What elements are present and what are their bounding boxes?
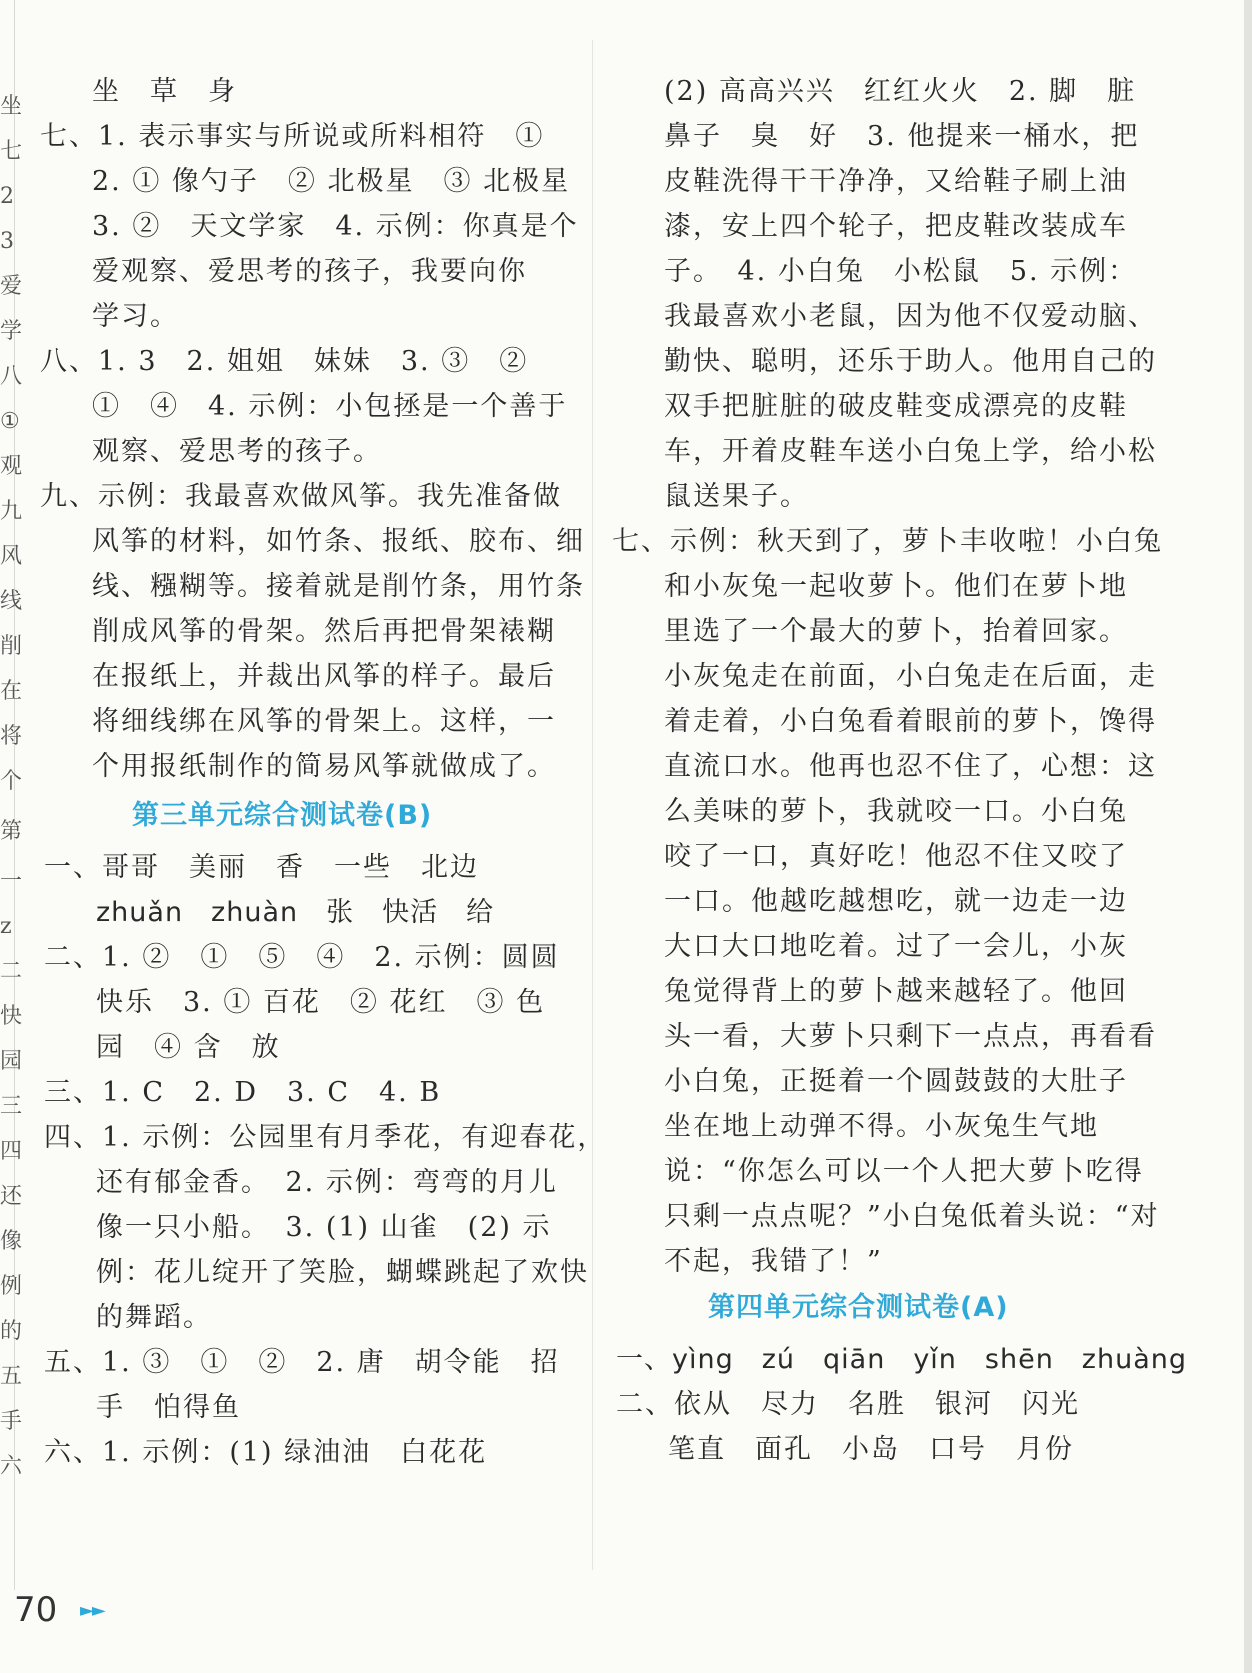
answer-line: 的舞蹈。 — [96, 1302, 212, 1333]
answer-line: 五、1. ③ ① ② 2. 唐 胡令能 招 — [44, 1347, 560, 1378]
margin-char: 园 — [0, 1049, 23, 1074]
answer-line: 削成风筝的骨架。然后再把骨架裱糊 — [92, 616, 556, 647]
answer-line: 八、1. 3 2. 姐姐 妹妹 3. ③ ② — [40, 346, 529, 377]
answer-line: 爱观察、爱思考的孩子，我要向你 — [92, 256, 527, 287]
answer-line: 大口大口地吃着。过了一会儿，小灰 — [664, 931, 1128, 962]
answer-line: 四、1. 示例：公园里有月季花，有迎春花， — [44, 1122, 607, 1153]
margin-char: 爱 — [0, 274, 23, 299]
answer-line: 头一看，大萝卜只剩下一点点，再看看 — [664, 1021, 1157, 1052]
margin-char: 个 — [0, 769, 23, 794]
answer-line: 和小灰兔一起收萝卜。他们在萝卜地 — [664, 571, 1128, 602]
answer-line: 坐 草 身 — [92, 76, 237, 107]
answer-line: 在报纸上，并裁出风筝的样子。最后 — [92, 661, 556, 692]
answer-line: 一口。他越吃越想吃，就一边走一边 — [664, 886, 1128, 917]
answer-line: 勤快、聪明，还乐于助人。他用自己的 — [664, 346, 1157, 377]
answer-line: 车，开着皮鞋车送小白兔上学，给小松 — [664, 436, 1157, 467]
answer-line: ① ④ 4. 示例：小包拯是一个善于 — [92, 391, 568, 422]
answer-line: 笔直 面孔 小岛 口号 月份 — [668, 1434, 1074, 1465]
answer-line: 坐在地上动弹不得。小灰兔生气地 — [664, 1111, 1099, 1142]
margin-char: 还 — [0, 1184, 23, 1209]
answer-line: 漆，安上四个轮子，把皮鞋改装成车 — [664, 211, 1128, 242]
margin-char: 快 — [0, 1004, 23, 1029]
margin-char: 三 — [0, 1094, 23, 1119]
margin-char: 3 — [0, 229, 14, 254]
answer-line: (2) 高高兴兴 红红火火 2. 脚 脏 — [664, 76, 1137, 107]
answer-line: 七、1. 表示事实与所说或所料相符 ① — [40, 121, 545, 152]
margin-char: 观 — [0, 454, 23, 479]
answer-line: 3. ② 天文学家 4. 示例：你真是个 — [92, 211, 579, 242]
answer-line: 皮鞋洗得干干净净，又给鞋子刷上油 — [664, 166, 1128, 197]
margin-char: 一 — [0, 869, 23, 894]
answer-line: 一、yìng zú qiān yǐn shēn zhuàng — [616, 1344, 1188, 1375]
answer-line: 里选了一个最大的萝卜，抬着回家。 — [664, 616, 1128, 647]
margin-char: 的 — [0, 1319, 23, 1344]
answer-line: 还有郁金香。 2. 示例：弯弯的月儿 — [96, 1167, 558, 1198]
section-title: 第四单元综合测试卷(A) — [708, 1292, 1009, 1323]
margin-char: 将 — [0, 724, 23, 749]
margin-char: 风 — [0, 544, 23, 569]
answer-line: 风筝的材料，如竹条、报纸、胶布、细 — [92, 526, 585, 557]
answer-line: 小灰兔走在前面，小白兔走在后面，走 — [664, 661, 1157, 692]
answer-line: zhuǎn zhuàn 张 快活 给 — [96, 897, 495, 928]
answer-line: 么美味的萝卜，我就咬一口。小白兔 — [664, 796, 1128, 827]
answer-line: 快乐 3. ① 百花 ② 花红 ③ 色 — [96, 987, 546, 1018]
answer-line: 二、依从 尽力 名胜 银河 闪光 — [616, 1389, 1080, 1420]
answer-line: 个用报纸制作的简易风筝就做成了。 — [92, 751, 556, 782]
next-arrows-icon: ►► — [80, 1600, 104, 1621]
answer-line: 我最喜欢小老鼠，因为他不仅爱动脑、 — [664, 301, 1157, 332]
answer-line: 兔觉得背上的萝卜越来越轻了。他回 — [664, 976, 1128, 1007]
page-number: 70 — [14, 1590, 58, 1630]
left-margin-strip — [0, 0, 23, 1590]
margin-char: 七 — [0, 139, 23, 164]
answer-line: 子。 4. 小白兔 小松鼠 5. 示例： — [664, 256, 1138, 287]
column-divider — [592, 40, 593, 1570]
margin-char: 第 — [0, 819, 23, 844]
answer-line: 双手把脏脏的破皮鞋变成漂亮的皮鞋 — [664, 391, 1128, 422]
answer-line: 只剩一点点呢？”小白兔低着头说：“对 — [664, 1201, 1160, 1232]
margin-char: 在 — [0, 679, 23, 704]
answer-line: 鼠送果子。 — [664, 481, 809, 512]
margin-char: ① — [0, 409, 20, 434]
answer-line: 着走着，小白兔看着眼前的萝卜，馋得 — [664, 706, 1157, 737]
answer-line: 不起，我错了！” — [664, 1246, 883, 1277]
answer-line: 说：“你怎么可以一个人把大萝卜吃得 — [664, 1156, 1144, 1187]
answer-line: 咬了一口，真好吃！他忍不住又咬了 — [664, 841, 1128, 872]
margin-char: 四 — [0, 1139, 23, 1164]
margin-char: 学 — [0, 319, 23, 344]
answer-line: 一、哥哥 美丽 香 一些 北边 — [44, 852, 479, 883]
margin-char: 八 — [0, 364, 23, 389]
margin-char: 五 — [0, 1364, 23, 1389]
answer-line: 例：花儿绽开了笑脸，蝴蝶跳起了欢快 — [96, 1257, 589, 1288]
answer-line: 学习。 — [92, 301, 179, 332]
margin-char: z — [0, 914, 12, 939]
margin-char: 2 — [0, 184, 14, 209]
answer-line: 线、糨糊等。接着就是削竹条，用竹条 — [92, 571, 585, 602]
margin-char: 坐 — [0, 94, 23, 119]
answer-line: 六、1. 示例：(1) 绿油油 白花花 — [44, 1437, 488, 1468]
answer-line: 观察、爱思考的孩子。 — [92, 436, 382, 467]
section-title: 第三单元综合测试卷(B) — [132, 800, 433, 831]
right-margin-strip — [1244, 0, 1252, 1673]
answer-line: 2. ① 像勺子 ② 北极星 ③ 北极星 — [92, 166, 571, 197]
margin-char: 手 — [0, 1409, 23, 1434]
margin-char: 二 — [0, 959, 23, 984]
answer-line: 像一只小船。 3. (1) 山雀 (2) 示 — [96, 1212, 552, 1243]
margin-char: 线 — [0, 589, 23, 614]
margin-char: 九 — [0, 499, 23, 524]
margin-char: 例 — [0, 1274, 23, 1299]
answer-line: 直流口水。他再也忍不住了，心想：这 — [664, 751, 1157, 782]
answer-line: 三、1. C 2. D 3. C 4. B — [44, 1077, 442, 1108]
answer-line: 小白兔，正挺着一个圆鼓鼓的大肚子 — [664, 1066, 1128, 1097]
margin-char: 削 — [0, 634, 23, 659]
answer-line: 九、示例：我最喜欢做风筝。我先准备做 — [40, 481, 562, 512]
margin-char: 六 — [0, 1454, 23, 1479]
margin-char: 像 — [0, 1229, 23, 1254]
answer-line: 鼻子 臭 好 3. 他提来一桶水，把 — [664, 121, 1140, 152]
answer-line: 七、示例：秋天到了，萝卜丰收啦！小白兔 — [612, 526, 1163, 557]
answer-line: 手 怕得鱼 — [96, 1392, 241, 1423]
answer-line: 二、1. ② ① ⑤ ④ 2. 示例：圆圆 — [44, 942, 560, 973]
answer-line: 园 ④ 含 放 — [96, 1032, 281, 1063]
answer-line: 将细线绑在风筝的骨架上。这样，一 — [92, 706, 556, 737]
